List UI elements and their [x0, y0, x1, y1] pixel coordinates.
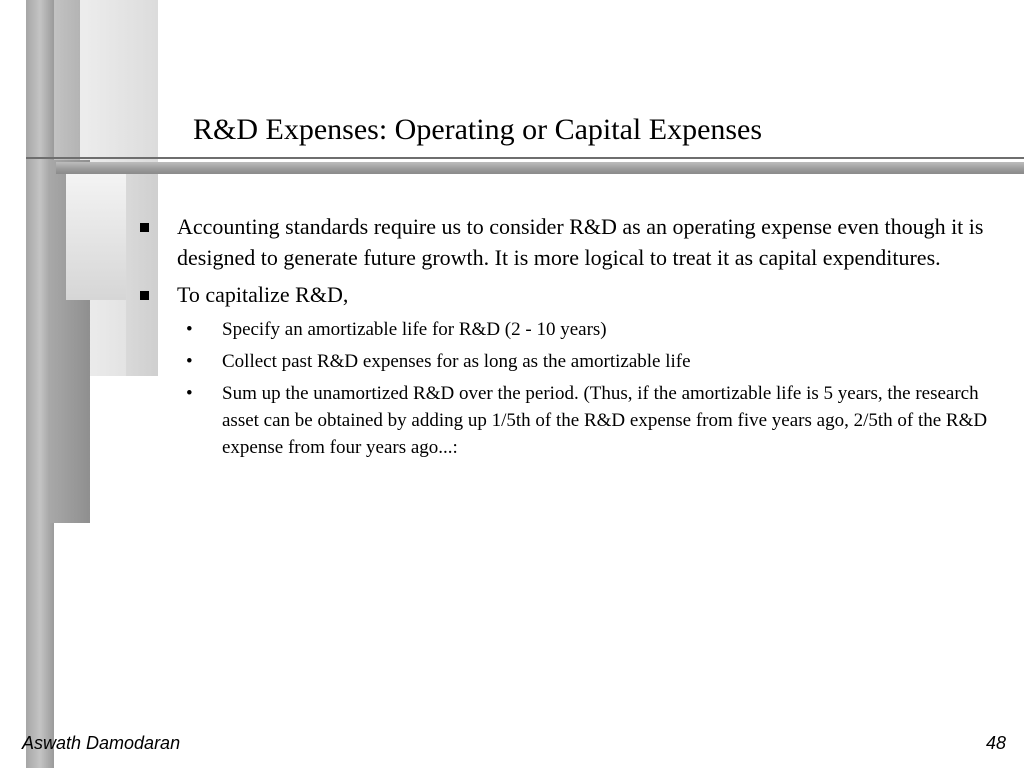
bullet-text: To capitalize R&D,: [177, 282, 349, 307]
round-bullet-icon: •: [186, 319, 193, 340]
round-bullet-icon: •: [186, 383, 193, 404]
slide-title: R&D Expenses: Operating or Capital Expenses: [193, 113, 763, 146]
sub-bullet-item: [140, 316, 990, 343]
square-bullet-icon: [140, 291, 149, 300]
bullet-item: [140, 211, 990, 273]
decor-bar-highlight: [66, 172, 126, 300]
slide-content: [140, 211, 990, 466]
sub-bullet-text: Sum up the unamortized R&D over the period. (Thus, if the amortizable life is 5 years, the research asset can be obtained by adding up 1/5th of the R&D expense from five years ago, 2/5th of the R&D expense from four years ago...:: [222, 383, 988, 458]
bullet-text: Accounting standards require us to consider R&D as an operating expense even though it is designed to generate future growth. It is more logical to treat it as capital expenditures.: [177, 214, 984, 270]
sub-bullet-item: [140, 348, 990, 375]
square-bullet-icon: [140, 223, 149, 232]
sub-bullet-text: Collect past R&D expenses for as long as the amortizable life: [222, 351, 691, 372]
title-rule-thick: [56, 162, 1024, 174]
round-bullet-icon: •: [186, 351, 193, 372]
bullet-item: [140, 279, 990, 310]
page-number: 48: [985, 733, 1006, 753]
footer-author: Aswath Damodaran: [22, 733, 181, 753]
title-rule-thin: [26, 157, 1024, 159]
sub-bullet-text: Specify an amortizable life for R&D (2 - 10 years): [222, 319, 607, 340]
sub-bullet-item: [140, 380, 990, 461]
